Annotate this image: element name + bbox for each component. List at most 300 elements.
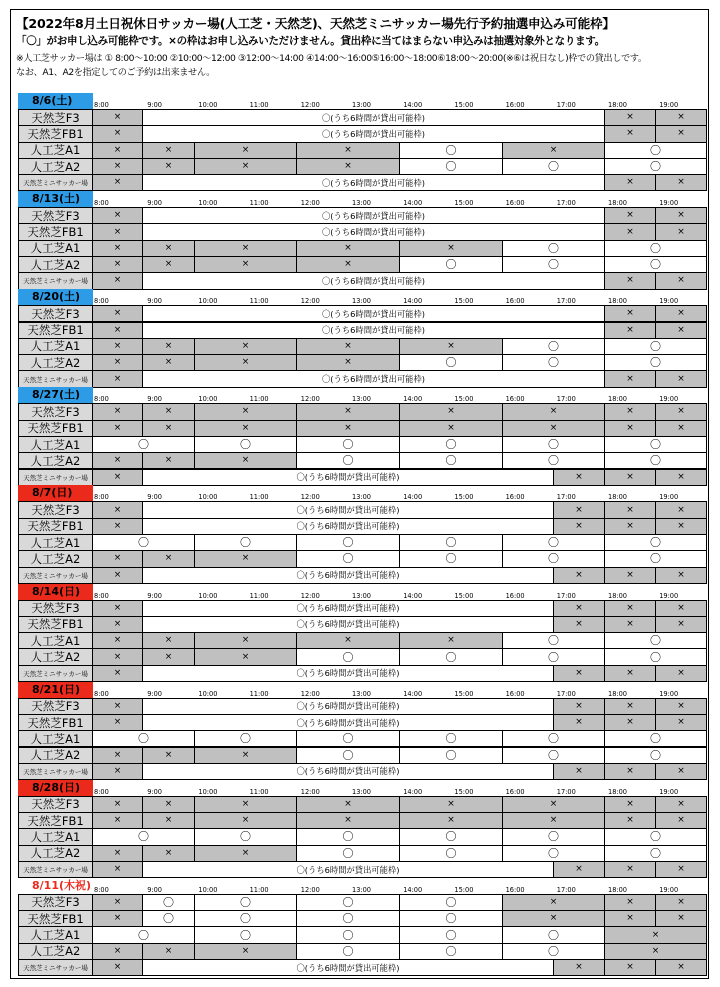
hour-label: 11:00 xyxy=(249,297,269,306)
slot-available[interactable] xyxy=(604,730,707,747)
slot-available[interactable] xyxy=(502,158,605,175)
slot-available[interactable] xyxy=(502,747,605,764)
slot-available[interactable] xyxy=(502,354,605,371)
slot-unavailable xyxy=(604,894,656,911)
circle-mark: 〇 xyxy=(548,732,559,746)
cross-mark: × xyxy=(113,471,122,482)
slot-available[interactable] xyxy=(399,142,503,159)
slot-available[interactable] xyxy=(399,730,503,747)
cross-mark: × xyxy=(677,422,685,433)
cross-mark: × xyxy=(164,945,173,956)
slot-available[interactable] xyxy=(399,354,503,371)
hour-label: 10:00 xyxy=(198,395,218,404)
slot-unavailable xyxy=(502,796,605,813)
slot-available[interactable] xyxy=(502,632,605,649)
hour-label: 17:00 xyxy=(556,297,576,306)
slot-unavailable xyxy=(604,943,707,960)
slot-unavailable xyxy=(604,714,656,731)
slot-unavailable xyxy=(92,616,143,633)
circle-mark: 〇 xyxy=(548,160,559,174)
slot-unavailable xyxy=(92,223,143,240)
cross-mark: × xyxy=(113,717,122,728)
hour-label: 16:00 xyxy=(505,885,525,894)
hour-label: 13:00 xyxy=(352,199,372,208)
hour-label: 15:00 xyxy=(454,787,474,796)
circle-mark: 〇 xyxy=(445,258,457,272)
slot-available-note[interactable] xyxy=(142,125,605,142)
field-label: 人工芝A1 xyxy=(18,632,93,649)
hour-label: 10:00 xyxy=(198,885,218,894)
cross-mark: × xyxy=(626,324,634,335)
slot-available-note[interactable] xyxy=(142,714,554,731)
note-line-designation: なお、A1、A2を指定してのご予約は出来ません。 xyxy=(16,67,215,78)
slot-available[interactable] xyxy=(502,845,605,862)
slot-unavailable xyxy=(604,812,656,829)
slot-available-note[interactable] xyxy=(142,518,554,535)
field-label: 天然芝F3 xyxy=(18,109,93,126)
slot-available[interactable] xyxy=(399,845,503,862)
cross-mark: × xyxy=(241,635,250,646)
slot-available[interactable] xyxy=(92,828,195,845)
slot-unavailable xyxy=(604,616,656,633)
slot-available[interactable] xyxy=(604,142,707,159)
slot-unavailable xyxy=(502,403,605,420)
circle-mark: 〇 xyxy=(342,650,354,664)
slot-available-note[interactable] xyxy=(142,223,605,240)
slot-available[interactable] xyxy=(399,926,503,943)
hour-label: 17:00 xyxy=(556,199,576,208)
slot-available-note[interactable] xyxy=(142,305,605,322)
hour-label: 11:00 xyxy=(249,493,269,502)
field-label: 天然芝FB1 xyxy=(18,420,93,437)
slot-available-note[interactable] xyxy=(142,370,605,387)
cross-mark: × xyxy=(677,896,685,907)
slot-available[interactable] xyxy=(296,436,400,453)
slot-available[interactable] xyxy=(502,338,605,355)
circle-mark: 〇 xyxy=(445,356,457,370)
slot-available-note[interactable] xyxy=(142,616,554,633)
cross-mark: × xyxy=(626,373,634,384)
cross-mark: × xyxy=(549,406,558,417)
slot-unavailable xyxy=(92,272,143,289)
slot-available-note[interactable] xyxy=(142,763,554,780)
hour-label: 11:00 xyxy=(249,199,269,208)
slot-available-note[interactable] xyxy=(142,174,605,191)
hour-label: 18:00 xyxy=(608,787,628,796)
hour-label: 11:00 xyxy=(249,689,269,698)
slot-unavailable xyxy=(655,420,707,437)
slot-available[interactable] xyxy=(142,894,195,911)
slot-available[interactable] xyxy=(296,534,400,551)
cross-mark: × xyxy=(575,700,583,711)
cross-mark: × xyxy=(677,324,685,335)
availability-note: 〇(うち6時間が貸出可能枠) xyxy=(296,619,400,630)
slot-available[interactable] xyxy=(604,436,707,453)
cross-mark: × xyxy=(626,177,634,188)
cross-mark: × xyxy=(677,913,685,924)
cross-mark: × xyxy=(575,962,583,973)
slot-available[interactable] xyxy=(399,910,503,927)
slot-unavailable xyxy=(142,256,195,273)
hour-label: 15:00 xyxy=(454,199,474,208)
slot-available-note[interactable] xyxy=(142,207,605,224)
cross-mark: × xyxy=(241,357,250,368)
cross-mark: × xyxy=(241,422,250,433)
hour-label: 12:00 xyxy=(300,591,320,600)
slot-available[interactable] xyxy=(604,747,707,764)
slot-available[interactable] xyxy=(604,828,707,845)
circle-mark: 〇 xyxy=(445,748,457,762)
slot-available-note[interactable] xyxy=(142,959,554,976)
hour-label: 12:00 xyxy=(300,199,320,208)
cross-mark: × xyxy=(549,798,558,809)
hour-label: 16:00 xyxy=(505,297,525,306)
circle-mark: 〇 xyxy=(138,438,149,452)
slot-available[interactable] xyxy=(604,632,707,649)
cross-mark: × xyxy=(677,700,685,711)
slot-unavailable xyxy=(399,796,503,813)
hour-label: 9:00 xyxy=(147,885,162,894)
slot-available-note[interactable] xyxy=(142,861,554,878)
slot-unavailable xyxy=(502,812,605,829)
cross-mark: × xyxy=(344,798,352,809)
slot-unavailable xyxy=(655,861,707,878)
hour-label: 16:00 xyxy=(505,689,525,698)
hour-label: 10:00 xyxy=(198,101,218,109)
slot-unavailable xyxy=(142,158,195,175)
slot-available[interactable] xyxy=(502,648,605,665)
slot-available-note[interactable] xyxy=(142,322,605,339)
field-label: 天然芝ミニサッカー場 xyxy=(18,567,93,584)
slot-unavailable xyxy=(142,796,195,813)
slot-available[interactable] xyxy=(296,943,400,960)
field-label: 人工芝A1 xyxy=(18,926,93,943)
hour-label: 10:00 xyxy=(198,787,218,796)
cross-mark: × xyxy=(241,749,250,760)
slot-available-note[interactable] xyxy=(142,272,605,289)
slot-available[interactable] xyxy=(92,730,195,747)
slot-available[interactable] xyxy=(296,926,400,943)
slot-available[interactable] xyxy=(604,354,707,371)
field-label: 人工芝A2 xyxy=(18,452,93,469)
slot-available[interactable] xyxy=(296,452,400,469)
cross-mark: × xyxy=(113,340,122,351)
cross-mark: × xyxy=(626,667,634,678)
slot-available[interactable] xyxy=(194,828,297,845)
cross-mark: × xyxy=(575,618,583,629)
cross-mark: × xyxy=(677,471,685,482)
cross-mark: × xyxy=(677,618,685,629)
slot-unavailable xyxy=(92,403,143,420)
slot-available[interactable] xyxy=(399,550,503,567)
slot-available-note[interactable] xyxy=(142,469,554,486)
availability-note: 〇(うち6時間が貸出可能枠) xyxy=(321,374,426,385)
slot-unavailable xyxy=(604,272,656,289)
slot-unavailable xyxy=(92,959,143,976)
slot-available[interactable] xyxy=(296,648,400,665)
cross-mark: × xyxy=(113,373,122,384)
circle-mark: 〇 xyxy=(138,928,149,942)
slot-available[interactable] xyxy=(604,240,707,257)
cross-mark: × xyxy=(677,798,685,809)
cross-mark: × xyxy=(677,864,685,875)
slot-unavailable xyxy=(194,550,297,567)
slot-unavailable xyxy=(604,600,656,617)
slot-available[interactable] xyxy=(604,550,707,567)
hour-label: 11:00 xyxy=(249,395,269,404)
hour-label: 10:00 xyxy=(198,297,218,306)
slot-available[interactable] xyxy=(399,158,503,175)
slot-available[interactable] xyxy=(194,534,297,551)
slot-available[interactable] xyxy=(502,240,605,257)
slot-available[interactable] xyxy=(399,828,503,845)
slot-available[interactable] xyxy=(296,730,400,747)
circle-mark: 〇 xyxy=(650,552,661,566)
slot-unavailable xyxy=(399,338,503,355)
slot-unavailable xyxy=(655,174,707,191)
field-label: 人工芝A2 xyxy=(18,648,93,665)
slot-unavailable xyxy=(655,763,707,780)
slot-unavailable xyxy=(92,861,143,878)
slot-available[interactable] xyxy=(399,534,503,551)
circle-mark: 〇 xyxy=(342,846,354,860)
slot-available[interactable] xyxy=(194,910,297,927)
field-label: 天然芝FB1 xyxy=(18,322,93,339)
circle-mark: 〇 xyxy=(650,143,661,157)
slot-available[interactable] xyxy=(296,845,400,862)
field-label: 天然芝ミニサッカー場 xyxy=(18,861,93,878)
cross-mark: × xyxy=(113,618,122,629)
hour-label: 8:00 xyxy=(94,493,109,502)
slot-available[interactable] xyxy=(502,828,605,845)
slot-available-note[interactable] xyxy=(142,109,605,126)
circle-mark: 〇 xyxy=(163,895,174,909)
circle-mark: 〇 xyxy=(445,552,457,566)
cross-mark: × xyxy=(549,896,558,907)
cross-mark: × xyxy=(626,275,634,286)
hour-label: 13:00 xyxy=(352,787,372,796)
circle-mark: 〇 xyxy=(650,454,661,468)
slot-unavailable xyxy=(655,665,707,682)
slot-unavailable xyxy=(604,322,656,339)
cross-mark: × xyxy=(677,717,685,728)
slot-unavailable xyxy=(142,142,195,159)
slot-available[interactable] xyxy=(194,894,297,911)
slot-available[interactable] xyxy=(296,747,400,764)
slot-available-note[interactable] xyxy=(142,567,554,584)
hour-label: 12:00 xyxy=(300,787,320,796)
field-label: 天然芝ミニサッカー場 xyxy=(18,370,93,387)
slot-available[interactable] xyxy=(604,648,707,665)
slot-unavailable xyxy=(655,272,707,289)
circle-mark: 〇 xyxy=(650,650,661,664)
slot-available-note[interactable] xyxy=(142,698,554,715)
field-label: 人工芝A1 xyxy=(18,240,93,257)
slot-available[interactable] xyxy=(399,256,503,273)
slot-unavailable xyxy=(92,256,143,273)
slot-available[interactable] xyxy=(296,910,400,927)
slot-available[interactable] xyxy=(194,926,297,943)
cross-mark: × xyxy=(575,520,583,531)
slot-available[interactable] xyxy=(399,648,503,665)
slot-unavailable xyxy=(553,469,605,486)
slot-available[interactable] xyxy=(92,534,195,551)
circle-mark: 〇 xyxy=(240,732,251,746)
cross-mark: × xyxy=(626,226,634,237)
field-label: 天然芝F3 xyxy=(18,305,93,322)
slot-unavailable xyxy=(655,518,707,535)
slot-unavailable xyxy=(604,796,656,813)
slot-available[interactable] xyxy=(502,452,605,469)
hour-label: 19:00 xyxy=(659,101,679,109)
circle-mark: 〇 xyxy=(138,830,149,844)
slot-unavailable xyxy=(194,240,297,257)
slot-available[interactable] xyxy=(92,436,195,453)
circle-mark: 〇 xyxy=(650,438,661,452)
cross-mark: × xyxy=(575,602,583,613)
slot-unavailable xyxy=(655,305,707,322)
slot-unavailable xyxy=(194,648,297,665)
circle-mark: 〇 xyxy=(445,650,457,664)
slot-available[interactable] xyxy=(502,256,605,273)
slot-available[interactable] xyxy=(502,926,605,943)
slot-available[interactable] xyxy=(399,747,503,764)
availability-note: 〇(うち6時間が貸出可能枠) xyxy=(296,668,400,679)
cross-mark: × xyxy=(241,144,250,155)
slot-unavailable xyxy=(399,403,503,420)
hour-label: 8:00 xyxy=(94,395,109,404)
hour-label: 14:00 xyxy=(403,885,423,894)
slot-available[interactable] xyxy=(142,910,195,927)
cross-mark: × xyxy=(626,504,634,515)
cross-mark: × xyxy=(549,913,558,924)
circle-mark: 〇 xyxy=(240,912,251,926)
slot-available[interactable] xyxy=(502,943,605,960)
cross-mark: × xyxy=(626,128,634,139)
cross-mark: × xyxy=(575,471,583,482)
slot-available-note[interactable] xyxy=(142,665,554,682)
slot-unavailable xyxy=(92,845,143,862)
slot-available[interactable] xyxy=(399,436,503,453)
slot-unavailable xyxy=(142,747,195,764)
slot-available[interactable] xyxy=(502,534,605,551)
circle-mark: 〇 xyxy=(548,650,559,664)
slot-available[interactable] xyxy=(296,828,400,845)
slot-available[interactable] xyxy=(604,534,707,551)
circle-mark: 〇 xyxy=(342,912,354,926)
slot-available[interactable] xyxy=(502,436,605,453)
slot-available[interactable] xyxy=(399,943,503,960)
slot-unavailable xyxy=(296,796,400,813)
slot-available[interactable] xyxy=(296,550,400,567)
slot-unavailable xyxy=(553,616,605,633)
circle-mark: 〇 xyxy=(548,830,559,844)
circle-mark: 〇 xyxy=(445,536,457,550)
circle-mark: 〇 xyxy=(650,846,661,860)
slot-available[interactable] xyxy=(604,338,707,355)
cross-mark: × xyxy=(626,308,634,319)
hour-label: 18:00 xyxy=(608,297,628,306)
slot-unavailable xyxy=(92,747,143,764)
availability-note: 〇(うち6時間が貸出可能枠) xyxy=(296,766,400,777)
slot-available[interactable] xyxy=(502,730,605,747)
cross-mark: × xyxy=(113,553,122,564)
slot-available-note[interactable] xyxy=(142,600,554,617)
slot-unavailable xyxy=(142,403,195,420)
slot-unavailable xyxy=(655,370,707,387)
slot-available[interactable] xyxy=(296,894,400,911)
cross-mark: × xyxy=(113,667,122,678)
cross-mark: × xyxy=(164,161,173,172)
availability-note: 〇(うち6時間が貸出可能枠) xyxy=(321,227,426,238)
slot-available[interactable] xyxy=(502,550,605,567)
slot-available[interactable] xyxy=(194,436,297,453)
cross-mark: × xyxy=(447,422,455,433)
cross-mark: × xyxy=(447,340,455,351)
cross-mark: × xyxy=(677,373,685,384)
circle-mark: 〇 xyxy=(548,339,559,353)
availability-note: 〇(うち6時間が貸出可能枠) xyxy=(321,177,426,188)
circle-mark: 〇 xyxy=(650,258,661,272)
circle-mark: 〇 xyxy=(548,454,559,468)
hour-label: 9:00 xyxy=(147,493,162,502)
slot-available[interactable] xyxy=(604,845,707,862)
slot-available[interactable] xyxy=(194,730,297,747)
slot-available[interactable] xyxy=(399,452,503,469)
hour-label: 8:00 xyxy=(94,199,109,208)
slot-unavailable xyxy=(604,861,656,878)
cross-mark: × xyxy=(113,635,122,646)
hour-label: 15:00 xyxy=(454,591,474,600)
cross-mark: × xyxy=(344,406,352,417)
slot-available[interactable] xyxy=(604,256,707,273)
slot-unavailable xyxy=(194,452,297,469)
cross-mark: × xyxy=(113,569,122,580)
slot-available[interactable] xyxy=(399,894,503,911)
slot-available[interactable] xyxy=(604,452,707,469)
cross-mark: × xyxy=(113,275,122,286)
slot-available[interactable] xyxy=(92,926,195,943)
cross-mark: × xyxy=(344,357,352,368)
slot-unavailable xyxy=(604,403,656,420)
cross-mark: × xyxy=(677,308,685,319)
circle-mark: 〇 xyxy=(342,552,354,566)
hour-label: 9:00 xyxy=(147,689,162,698)
cross-mark: × xyxy=(113,324,122,335)
hour-label: 19:00 xyxy=(659,689,679,698)
slot-unavailable xyxy=(194,256,297,273)
slot-unavailable xyxy=(296,338,400,355)
hour-label: 13:00 xyxy=(352,395,372,404)
slot-unavailable xyxy=(194,632,297,649)
field-label: 人工芝A1 xyxy=(18,730,93,747)
slot-unavailable xyxy=(92,600,143,617)
slot-available-note[interactable] xyxy=(142,501,554,518)
slot-unavailable xyxy=(92,567,143,584)
cross-mark: × xyxy=(113,128,122,139)
field-label: 天然芝F3 xyxy=(18,698,93,715)
cross-mark: × xyxy=(241,847,250,858)
hour-label: 18:00 xyxy=(608,395,628,404)
hour-label: 16:00 xyxy=(505,493,525,502)
slot-unavailable xyxy=(92,910,143,927)
hour-label: 19:00 xyxy=(659,395,679,404)
slot-unavailable xyxy=(92,469,143,486)
slot-available[interactable] xyxy=(604,158,707,175)
cross-mark: × xyxy=(677,112,685,123)
slot-unavailable xyxy=(92,665,143,682)
cross-mark: × xyxy=(344,635,352,646)
